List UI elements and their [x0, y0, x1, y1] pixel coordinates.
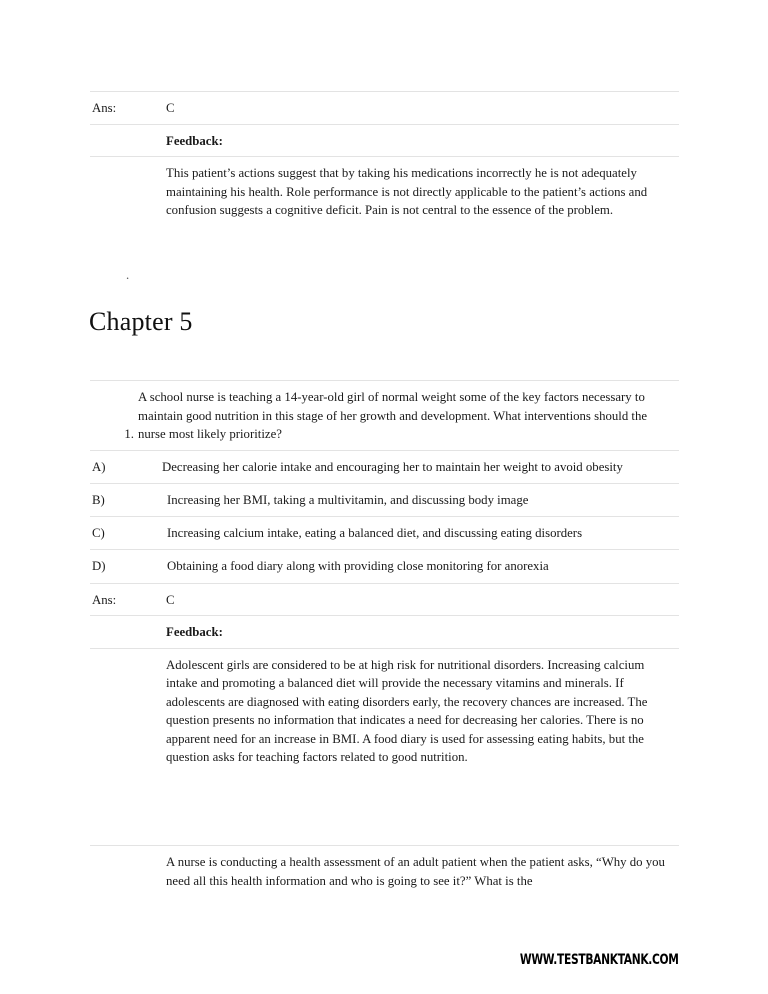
option-row-a[interactable]: [90, 450, 679, 484]
option-row-b[interactable]: [90, 483, 679, 516]
feedback-text-row: [90, 156, 679, 226]
question-feedback-spacer: [90, 616, 128, 648]
answer-value: C: [166, 101, 175, 115]
page-title: Chapter 5: [89, 307, 193, 336]
previous-question-answer-block: [90, 91, 679, 226]
question-answer-label: Ans:: [92, 592, 117, 607]
option-row-c[interactable]: [90, 516, 679, 550]
stray-period-mark: .: [126, 268, 130, 282]
feedback-spacer: [90, 125, 128, 157]
question-number: 1.: [124, 427, 134, 441]
feedback-label: Feedback:: [166, 133, 223, 148]
option-letter-c: C): [92, 525, 105, 540]
question-answer-row: [90, 583, 679, 616]
option-letter-b: B): [92, 493, 105, 507]
question-1-block: [90, 380, 679, 773]
feedback-text-spacer: [90, 157, 128, 226]
question-feedback-text-spacer: [90, 649, 128, 773]
answer-label: Ans:: [92, 101, 117, 115]
option-row-d[interactable]: [90, 549, 679, 583]
question-stem-row: [90, 380, 679, 450]
feedback-text: This patient’s actions suggest that by taking his medications incorrectly he is not adequately maintaining his health. Role performance is not directly applicable to the patient’s actions and confusion suggests a cognitive deficit. Pain is not central to the essence of the problem.: [166, 166, 648, 217]
question-answer-value: C: [166, 592, 175, 607]
question-feedback-label: Feedback:: [166, 625, 223, 639]
option-text-b: Increasing her BMI, taking a multivitamin, and discussing body image: [167, 493, 529, 507]
feedback-label-row: [90, 124, 679, 157]
option-text-d: Obtaining a food diary along with providing close monitoring for anorexia: [167, 559, 549, 573]
option-text-a: Decreasing her calorie intake and encouraging her to maintain her weight to avoid obesity: [162, 459, 623, 474]
question-feedback-label-row: [90, 615, 679, 648]
answer-row: [90, 91, 679, 124]
question-feedback-text-row: [90, 648, 679, 773]
next-question-stem: A nurse is conducting a health assessment of an adult patient when the patient asks, “Why do you need all this health information and who is going to see it?” What is the: [166, 855, 665, 888]
option-letter-d: D): [92, 559, 106, 573]
question-stem: A school nurse is teaching a 14-year-old girl of normal weight some of the key factors necessary to maintain good nutrition in this stage of her growth and development. What interventions should the nurse most likely prioritize?: [138, 390, 648, 441]
next-question-partial-block: [90, 845, 679, 892]
question-feedback-text: Adolescent girls are considered to be at high risk for nutritional disorders. Increasing calcium intake and promoting a balanced diet will provide the necessary vitamins and minerals. If adolescents are diagnosed with eating disorders early, the recovery chances are increased. The question presents no information that indicates a need for decreasing her calories. There is no apparent need for an increase in BMI. A food diary is used for assessing eating habits, but the question asks for teaching factors related to good nutrition.: [166, 657, 648, 764]
footer-watermark: WWW.TESTBANKTANK.COM: [520, 952, 679, 968]
option-letter-a: A): [92, 459, 106, 474]
option-text-c: Increasing calcium intake, eating a balanced diet, and discussing eating disorders: [167, 525, 583, 540]
next-question-spacer: [90, 846, 128, 892]
